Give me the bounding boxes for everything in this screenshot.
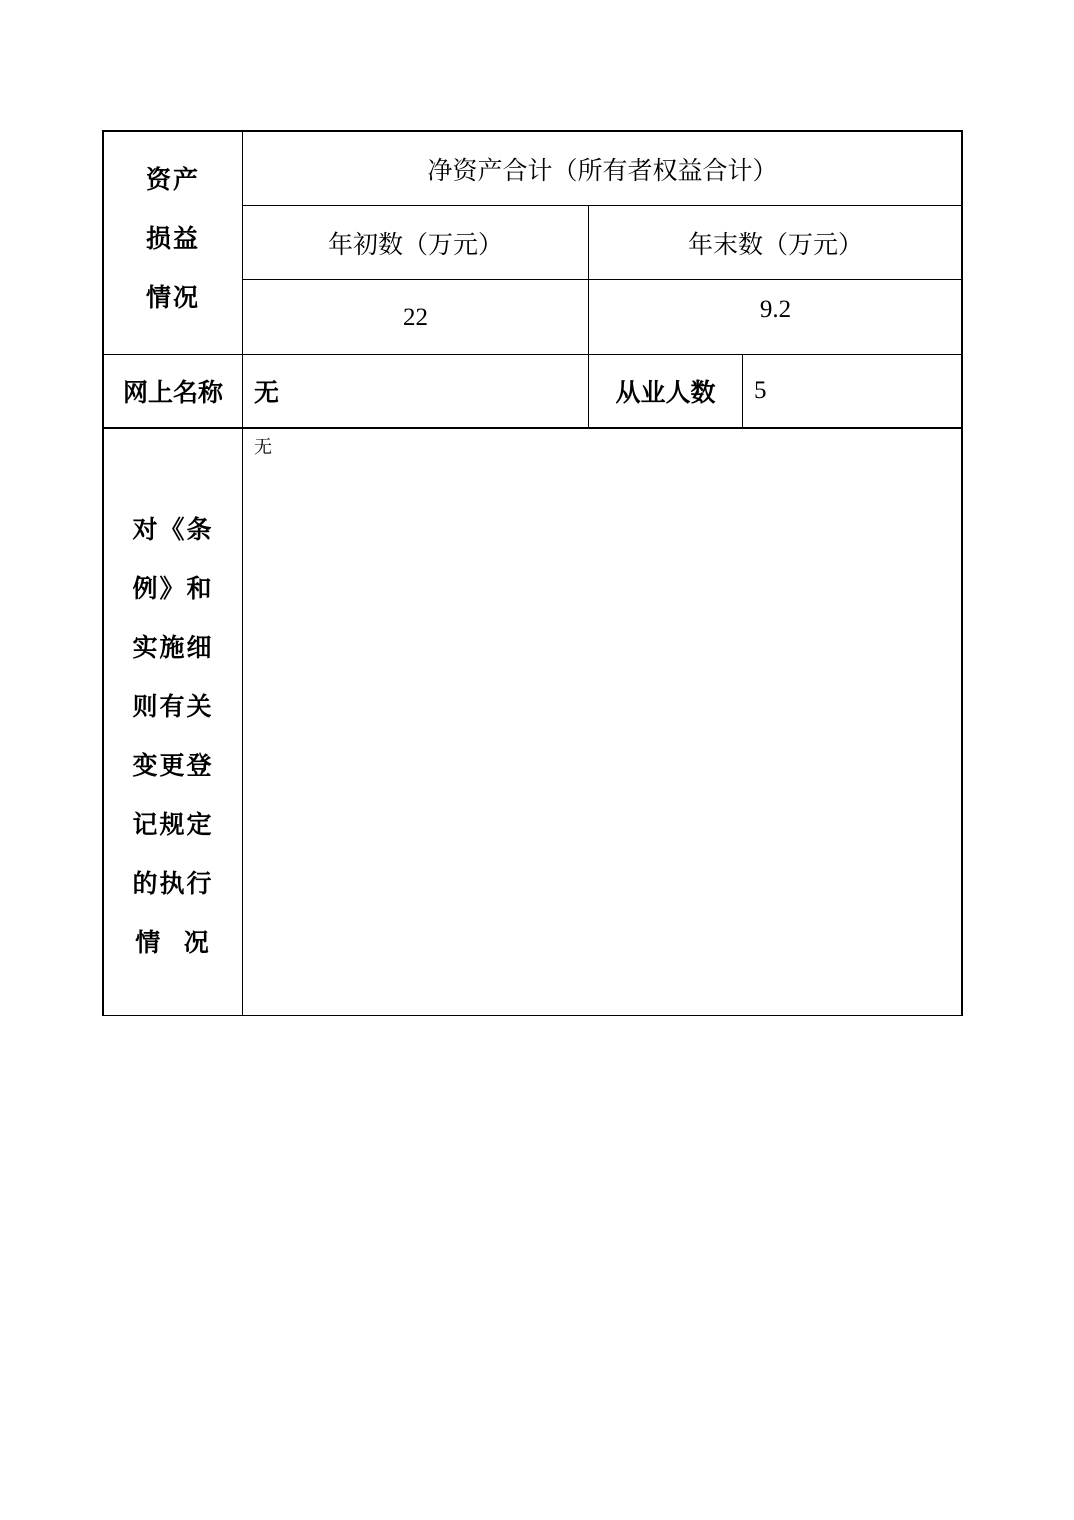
regulation-content: 无 [254, 437, 272, 458]
online-name-value: 无 [254, 378, 280, 407]
regulation-label-line: 例》和 [132, 574, 214, 603]
asset-label-line: 资产 [145, 165, 200, 194]
regulation-label-line: 则有关 [132, 692, 214, 721]
regulation-label-line: 实施细 [132, 633, 214, 662]
start-of-year-header: 年初数（万元） [327, 229, 503, 259]
asset-label-line: 损益 [145, 224, 200, 253]
regulation-label-line: 情 况 [135, 928, 211, 957]
staff-count-value: 5 [754, 377, 767, 404]
table-divider [103, 427, 963, 429]
online-name-label: 网上名称 [122, 378, 223, 407]
regulation-label-line: 的执行 [132, 869, 214, 898]
start-of-year-value: 22 [403, 304, 428, 331]
end-of-year-header: 年末数（万元） [687, 229, 863, 259]
regulation-label-line: 变更登 [132, 751, 214, 780]
end-of-year-value: 9.2 [759, 296, 792, 323]
table-divider [243, 279, 962, 280]
asset-section-label [104, 160, 242, 314]
regulation-label-line: 对《条 [132, 515, 214, 544]
staff-count-label: 从业人数 [615, 378, 716, 407]
net-assets-title: 净资产合计（所有者权益合计） [427, 155, 778, 185]
regulation-section-label [104, 510, 242, 959]
asset-label-line: 情况 [145, 283, 200, 312]
table-divider [742, 354, 743, 428]
regulation-label-line: 记规定 [132, 810, 214, 839]
